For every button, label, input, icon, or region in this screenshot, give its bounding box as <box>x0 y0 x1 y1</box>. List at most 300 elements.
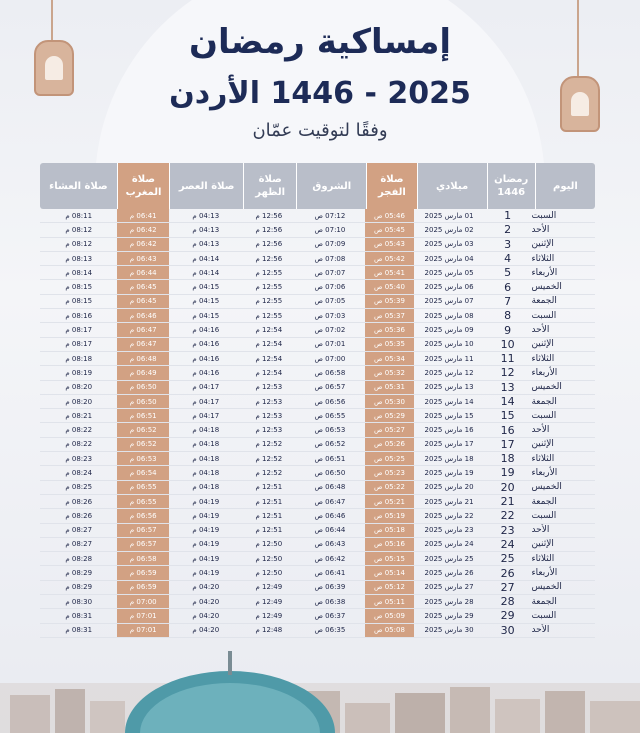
cell-shurooq: 06:58 ص <box>295 366 365 380</box>
cell-date: 22 مارس 2025 <box>414 509 484 523</box>
cell-dhuhr: 12:52 م <box>243 438 296 452</box>
cell-asr: 04:19 م <box>169 566 242 580</box>
cell-dhuhr: 12:56 م <box>243 223 296 237</box>
table-row <box>40 552 595 566</box>
cell-shurooq: 06:47 ص <box>295 495 365 509</box>
page-subtitle-timing: وفقًا لتوقيت عمّان <box>252 120 388 141</box>
table-row <box>40 409 595 423</box>
cell-date: 28 مارس 2025 <box>414 595 484 609</box>
cell-maghrib: 06:55 م <box>117 495 169 509</box>
column-header-isha: صلاة العشاء <box>49 180 108 192</box>
table-row <box>40 538 595 552</box>
cell-fajr: 05:37 ص <box>365 309 415 323</box>
cell-num: 12 <box>484 366 532 380</box>
cell-asr: 04:13 م <box>169 238 242 252</box>
cell-day: الأربعاء <box>531 266 595 280</box>
cell-fajr: 05:12 ص <box>365 581 415 595</box>
cell-date: 29 مارس 2025 <box>414 609 484 623</box>
cell-shurooq: 06:37 ص <box>295 609 365 623</box>
cell-date: 01 مارس 2025 <box>414 209 484 223</box>
cell-dhuhr: 12:56 م <box>243 238 296 252</box>
cell-isha: 08:18 م <box>40 352 117 366</box>
cell-asr: 04:16 م <box>169 352 242 366</box>
column-header-ramadan: رمضان 1446 <box>487 163 535 209</box>
cell-maghrib: 06:49 م <box>117 366 169 380</box>
cell-date: 18 مارس 2025 <box>414 452 484 466</box>
column-header-dhuhr: صلاة الظهر <box>243 163 296 209</box>
cell-day: الأحد <box>531 323 595 337</box>
cell-asr: 04:16 م <box>169 323 242 337</box>
cell-num: 8 <box>484 309 532 323</box>
cell-num: 29 <box>484 609 532 623</box>
table-row <box>40 366 595 380</box>
cell-date: 24 مارس 2025 <box>414 538 484 552</box>
table-row <box>40 395 595 409</box>
cell-asr: 04:13 م <box>169 223 242 237</box>
cell-date: 16 مارس 2025 <box>414 423 484 437</box>
cell-day: الإثنين <box>531 238 595 252</box>
cell-maghrib: 06:47 م <box>117 338 169 352</box>
cell-num: 13 <box>484 381 532 395</box>
cell-maghrib: 06:52 م <box>117 438 169 452</box>
cell-shurooq: 06:35 ص <box>295 624 365 638</box>
cell-date: 04 مارس 2025 <box>414 252 484 266</box>
cell-shurooq: 06:52 ص <box>295 438 365 452</box>
cell-day: الخميس <box>531 481 595 495</box>
cell-isha: 08:22 م <box>40 423 117 437</box>
cell-day: السبت <box>531 509 595 523</box>
cell-shurooq: 06:53 ص <box>295 423 365 437</box>
cell-asr: 04:20 م <box>169 581 242 595</box>
table-row <box>40 381 595 395</box>
cell-fajr: 05:36 ص <box>365 323 415 337</box>
cell-dhuhr: 12:49 م <box>243 595 296 609</box>
cell-dhuhr: 12:51 م <box>243 509 296 523</box>
cell-date: 17 مارس 2025 <box>414 438 484 452</box>
cell-shurooq: 07:01 ص <box>295 338 365 352</box>
column-header-day: اليوم <box>535 163 595 209</box>
cell-date: 27 مارس 2025 <box>414 581 484 595</box>
cell-dhuhr: 12:54 م <box>243 366 296 380</box>
table-body <box>40 209 595 638</box>
cell-shurooq: 07:00 ص <box>295 352 365 366</box>
cell-shurooq: 06:51 ص <box>295 452 365 466</box>
cell-isha: 08:27 م <box>40 538 117 552</box>
cell-shurooq: 07:08 ص <box>295 252 365 266</box>
table-row <box>40 323 595 337</box>
cell-fajr: 05:26 ص <box>365 438 415 452</box>
cell-fajr: 05:41 ص <box>365 266 415 280</box>
cell-fajr: 05:43 ص <box>365 238 415 252</box>
cell-asr: 04:19 م <box>169 552 242 566</box>
cell-day: الخميس <box>531 280 595 294</box>
cell-fajr: 05:21 ص <box>365 495 415 509</box>
cell-day: الخميس <box>531 581 595 595</box>
cell-isha: 08:15 م <box>40 295 117 309</box>
cell-maghrib: 06:55 م <box>117 481 169 495</box>
cell-fajr: 05:35 ص <box>365 338 415 352</box>
cell-date: 26 مارس 2025 <box>414 566 484 580</box>
cell-date: 06 مارس 2025 <box>414 280 484 294</box>
cell-num: 24 <box>484 538 532 552</box>
cell-asr: 04:16 م <box>169 366 242 380</box>
cell-shurooq: 07:12 ص <box>295 209 365 223</box>
cell-num: 3 <box>484 238 532 252</box>
cell-shurooq: 06:50 ص <box>295 466 365 480</box>
cell-asr: 04:15 م <box>169 280 242 294</box>
table-row <box>40 495 595 509</box>
cell-isha: 08:29 م <box>40 581 117 595</box>
cell-shurooq: 06:48 ص <box>295 481 365 495</box>
cell-shurooq: 06:38 ص <box>295 595 365 609</box>
cell-dhuhr: 12:53 م <box>243 423 296 437</box>
cell-date: 12 مارس 2025 <box>414 366 484 380</box>
table-row <box>40 595 595 609</box>
cell-shurooq: 06:57 ص <box>295 381 365 395</box>
cell-asr: 04:18 م <box>169 423 242 437</box>
cell-num: 30 <box>484 624 532 638</box>
cell-date: 30 مارس 2025 <box>414 624 484 638</box>
cell-isha: 08:24 م <box>40 466 117 480</box>
cell-maghrib: 06:45 م <box>117 295 169 309</box>
cell-maghrib: 06:42 م <box>117 223 169 237</box>
cell-shurooq: 06:55 ص <box>295 409 365 423</box>
table-row <box>40 481 595 495</box>
cell-maghrib: 06:50 م <box>117 381 169 395</box>
cell-dhuhr: 12:55 م <box>243 309 296 323</box>
table-row <box>40 581 595 595</box>
cell-asr: 04:19 م <box>169 524 242 538</box>
cell-num: 26 <box>484 566 532 580</box>
cell-day: الإثنين <box>531 438 595 452</box>
cell-day: الإثنين <box>531 538 595 552</box>
cell-isha: 08:21 م <box>40 409 117 423</box>
table-row <box>40 609 595 623</box>
cell-fajr: 05:08 ص <box>365 624 415 638</box>
cell-isha: 08:23 م <box>40 452 117 466</box>
cell-asr: 04:20 م <box>169 624 242 638</box>
cell-asr: 04:20 م <box>169 609 242 623</box>
cell-asr: 04:16 م <box>169 338 242 352</box>
table-row <box>40 309 595 323</box>
cell-maghrib: 07:00 م <box>117 595 169 609</box>
cell-maghrib: 06:46 م <box>117 309 169 323</box>
cell-num: 6 <box>484 280 532 294</box>
cell-maghrib: 06:59 م <box>117 581 169 595</box>
column-header-shurooq: الشروق <box>296 163 366 209</box>
cell-maghrib: 06:45 م <box>117 280 169 294</box>
cell-num: 14 <box>484 395 532 409</box>
cell-num: 27 <box>484 581 532 595</box>
cell-asr: 04:17 م <box>169 409 242 423</box>
cell-day: السبت <box>531 409 595 423</box>
column-header-fajr: صلاة الفجر <box>366 163 416 209</box>
amman-skyline-illustration <box>0 643 640 733</box>
table-row <box>40 423 595 437</box>
cell-fajr: 05:15 ص <box>365 552 415 566</box>
cell-dhuhr: 12:49 م <box>243 609 296 623</box>
cell-day: الجمعة <box>531 295 595 309</box>
cell-shurooq: 06:46 ص <box>295 509 365 523</box>
cell-maghrib: 06:54 م <box>117 466 169 480</box>
cell-isha: 08:27 م <box>40 524 117 538</box>
cell-day: الإثنين <box>531 338 595 352</box>
cell-fajr: 05:27 ص <box>365 423 415 437</box>
cell-dhuhr: 12:53 م <box>243 409 296 423</box>
cell-day: الثلاثاء <box>531 552 595 566</box>
cell-date: 25 مارس 2025 <box>414 552 484 566</box>
cell-isha: 08:15 م <box>40 280 117 294</box>
lantern-right-icon <box>560 0 596 135</box>
page-title: إمساكية رمضان <box>188 22 452 62</box>
cell-dhuhr: 12:51 م <box>243 524 296 538</box>
cell-day: الأربعاء <box>531 466 595 480</box>
cell-date: 03 مارس 2025 <box>414 238 484 252</box>
column-header-maghrib: صلاة المغرب <box>117 163 169 209</box>
table-row <box>40 352 595 366</box>
cell-maghrib: 06:44 م <box>117 266 169 280</box>
cell-fajr: 05:32 ص <box>365 366 415 380</box>
cell-fajr: 05:39 ص <box>365 295 415 309</box>
table-row <box>40 223 595 237</box>
cell-maghrib: 06:42 م <box>117 238 169 252</box>
cell-maghrib: 06:41 م <box>117 209 169 223</box>
cell-day: الأحد <box>531 624 595 638</box>
table-row <box>40 624 595 638</box>
cell-date: 05 مارس 2025 <box>414 266 484 280</box>
table-row <box>40 466 595 480</box>
cell-maghrib: 06:47 م <box>117 323 169 337</box>
table-row <box>40 438 595 452</box>
cell-num: 2 <box>484 223 532 237</box>
cell-isha: 08:29 م <box>40 566 117 580</box>
cell-isha: 08:16 م <box>40 309 117 323</box>
cell-date: 19 مارس 2025 <box>414 466 484 480</box>
cell-shurooq: 07:05 ص <box>295 295 365 309</box>
cell-date: 11 مارس 2025 <box>414 352 484 366</box>
cell-shurooq: 06:56 ص <box>295 395 365 409</box>
cell-fajr: 05:09 ص <box>365 609 415 623</box>
cell-asr: 04:20 م <box>169 595 242 609</box>
cell-fajr: 05:16 ص <box>365 538 415 552</box>
cell-maghrib: 06:57 م <box>117 538 169 552</box>
cell-dhuhr: 12:55 م <box>243 266 296 280</box>
cell-day: الخميس <box>531 381 595 395</box>
cell-isha: 08:14 م <box>40 266 117 280</box>
cell-num: 18 <box>484 452 532 466</box>
cell-asr: 04:14 م <box>169 252 242 266</box>
cell-shurooq: 07:07 ص <box>295 266 365 280</box>
cell-dhuhr: 12:56 م <box>243 209 296 223</box>
cell-maghrib: 06:51 م <box>117 409 169 423</box>
cell-date: 13 مارس 2025 <box>414 381 484 395</box>
cell-day: الثلاثاء <box>531 452 595 466</box>
cell-dhuhr: 12:50 م <box>243 566 296 580</box>
cell-dhuhr: 12:55 م <box>243 295 296 309</box>
cell-maghrib: 06:52 م <box>117 423 169 437</box>
cell-maghrib: 06:57 م <box>117 524 169 538</box>
cell-dhuhr: 12:48 م <box>243 624 296 638</box>
cell-fajr: 05:18 ص <box>365 524 415 538</box>
cell-shurooq: 07:03 ص <box>295 309 365 323</box>
table-row <box>40 209 595 223</box>
cell-fajr: 05:42 ص <box>365 252 415 266</box>
cell-asr: 04:18 م <box>169 438 242 452</box>
cell-dhuhr: 12:52 م <box>243 466 296 480</box>
cell-asr: 04:14 م <box>169 266 242 280</box>
cell-date: 07 مارس 2025 <box>414 295 484 309</box>
cell-dhuhr: 12:54 م <box>243 338 296 352</box>
cell-fajr: 05:46 ص <box>365 209 415 223</box>
cell-dhuhr: 12:51 م <box>243 481 296 495</box>
cell-day: السبت <box>531 609 595 623</box>
cell-date: 09 مارس 2025 <box>414 323 484 337</box>
cell-shurooq: 06:41 ص <box>295 566 365 580</box>
cell-day: الأربعاء <box>531 366 595 380</box>
cell-asr: 04:15 م <box>169 295 242 309</box>
cell-num: 25 <box>484 552 532 566</box>
cell-num: 16 <box>484 423 532 437</box>
cell-fajr: 05:34 ص <box>365 352 415 366</box>
cell-shurooq: 06:43 ص <box>295 538 365 552</box>
cell-isha: 08:28 م <box>40 552 117 566</box>
cell-asr: 04:15 م <box>169 309 242 323</box>
cell-date: 15 مارس 2025 <box>414 409 484 423</box>
cell-day: الجمعة <box>531 595 595 609</box>
table-row <box>40 266 595 280</box>
cell-asr: 04:17 م <box>169 395 242 409</box>
cell-day: الأحد <box>531 524 595 538</box>
cell-dhuhr: 12:55 م <box>243 280 296 294</box>
cell-day: السبت <box>531 309 595 323</box>
cell-date: 02 مارس 2025 <box>414 223 484 237</box>
cell-shurooq: 07:10 ص <box>295 223 365 237</box>
cell-isha: 08:31 م <box>40 609 117 623</box>
cell-num: 20 <box>484 481 532 495</box>
page-subtitle-year: 2025 - 1446 الأردن <box>169 76 471 111</box>
cell-shurooq: 07:02 ص <box>295 323 365 337</box>
cell-shurooq: 06:44 ص <box>295 524 365 538</box>
cell-num: 17 <box>484 438 532 452</box>
table-row <box>40 524 595 538</box>
cell-maghrib: 06:48 م <box>117 352 169 366</box>
cell-isha: 08:22 م <box>40 438 117 452</box>
cell-num: 19 <box>484 466 532 480</box>
cell-num: 11 <box>484 352 532 366</box>
cell-shurooq: 07:09 ص <box>295 238 365 252</box>
cell-isha: 08:30 م <box>40 595 117 609</box>
cell-fajr: 05:25 ص <box>365 452 415 466</box>
cell-fajr: 05:19 ص <box>365 509 415 523</box>
table-row <box>40 238 595 252</box>
cell-dhuhr: 12:50 م <box>243 538 296 552</box>
cell-asr: 04:19 م <box>169 495 242 509</box>
cell-asr: 04:19 م <box>169 509 242 523</box>
cell-isha: 08:20 م <box>40 381 117 395</box>
cell-num: 22 <box>484 509 532 523</box>
table-row <box>40 295 595 309</box>
cell-shurooq: 07:06 ص <box>295 280 365 294</box>
cell-maghrib: 06:56 م <box>117 509 169 523</box>
cell-num: 21 <box>484 495 532 509</box>
cell-day: الثلاثاء <box>531 252 595 266</box>
cell-fajr: 05:22 ص <box>365 481 415 495</box>
cell-isha: 08:17 م <box>40 323 117 337</box>
cell-dhuhr: 12:54 م <box>243 323 296 337</box>
cell-asr: 04:18 م <box>169 452 242 466</box>
cell-num: 5 <box>484 266 532 280</box>
cell-num: 10 <box>484 338 532 352</box>
cell-fajr: 05:23 ص <box>365 466 415 480</box>
cell-date: 08 مارس 2025 <box>414 309 484 323</box>
cell-dhuhr: 12:51 م <box>243 495 296 509</box>
cell-num: 23 <box>484 524 532 538</box>
cell-fajr: 05:29 ص <box>365 409 415 423</box>
cell-isha: 08:31 م <box>40 624 117 638</box>
table-row <box>40 452 595 466</box>
cell-fajr: 05:30 ص <box>365 395 415 409</box>
cell-isha: 08:13 م <box>40 252 117 266</box>
cell-isha: 08:11 م <box>40 209 117 223</box>
cell-asr: 04:17 م <box>169 381 242 395</box>
cell-dhuhr: 12:54 م <box>243 352 296 366</box>
cell-day: السبت <box>531 209 595 223</box>
cell-maghrib: 07:01 م <box>117 624 169 638</box>
table-row <box>40 252 595 266</box>
cell-num: 4 <box>484 252 532 266</box>
cell-fajr: 05:11 ص <box>365 595 415 609</box>
cell-day: الأحد <box>531 423 595 437</box>
cell-fajr: 05:40 ص <box>365 280 415 294</box>
cell-maghrib: 06:53 م <box>117 452 169 466</box>
cell-isha: 08:19 م <box>40 366 117 380</box>
cell-dhuhr: 12:53 م <box>243 381 296 395</box>
cell-num: 9 <box>484 323 532 337</box>
cell-date: 23 مارس 2025 <box>414 524 484 538</box>
cell-num: 28 <box>484 595 532 609</box>
cell-asr: 04:18 م <box>169 481 242 495</box>
cell-dhuhr: 12:56 م <box>243 252 296 266</box>
cell-shurooq: 06:42 ص <box>295 552 365 566</box>
cell-maghrib: 06:43 م <box>117 252 169 266</box>
cell-isha: 08:17 م <box>40 338 117 352</box>
cell-dhuhr: 12:49 م <box>243 581 296 595</box>
cell-isha: 08:25 م <box>40 481 117 495</box>
cell-day: الثلاثاء <box>531 352 595 366</box>
cell-isha: 08:12 م <box>40 238 117 252</box>
cell-dhuhr: 12:53 م <box>243 395 296 409</box>
cell-isha: 08:26 م <box>40 509 117 523</box>
cell-fajr: 05:31 ص <box>365 381 415 395</box>
cell-dhuhr: 12:52 م <box>243 452 296 466</box>
cell-asr: 04:19 م <box>169 538 242 552</box>
cell-fajr: 05:14 ص <box>365 566 415 580</box>
cell-asr: 04:13 م <box>169 209 242 223</box>
table-row <box>40 338 595 352</box>
cell-date: 21 مارس 2025 <box>414 495 484 509</box>
cell-date: 14 مارس 2025 <box>414 395 484 409</box>
cell-day: الجمعة <box>531 495 595 509</box>
cell-maghrib: 06:59 م <box>117 566 169 580</box>
cell-date: 20 مارس 2025 <box>414 481 484 495</box>
cell-day: الأحد <box>531 223 595 237</box>
cell-maghrib: 06:58 م <box>117 552 169 566</box>
table-row <box>40 280 595 294</box>
column-header-asr: صلاة العصر <box>169 163 243 209</box>
cell-dhuhr: 12:50 م <box>243 552 296 566</box>
table-row <box>40 509 595 523</box>
cell-asr: 04:18 م <box>169 466 242 480</box>
